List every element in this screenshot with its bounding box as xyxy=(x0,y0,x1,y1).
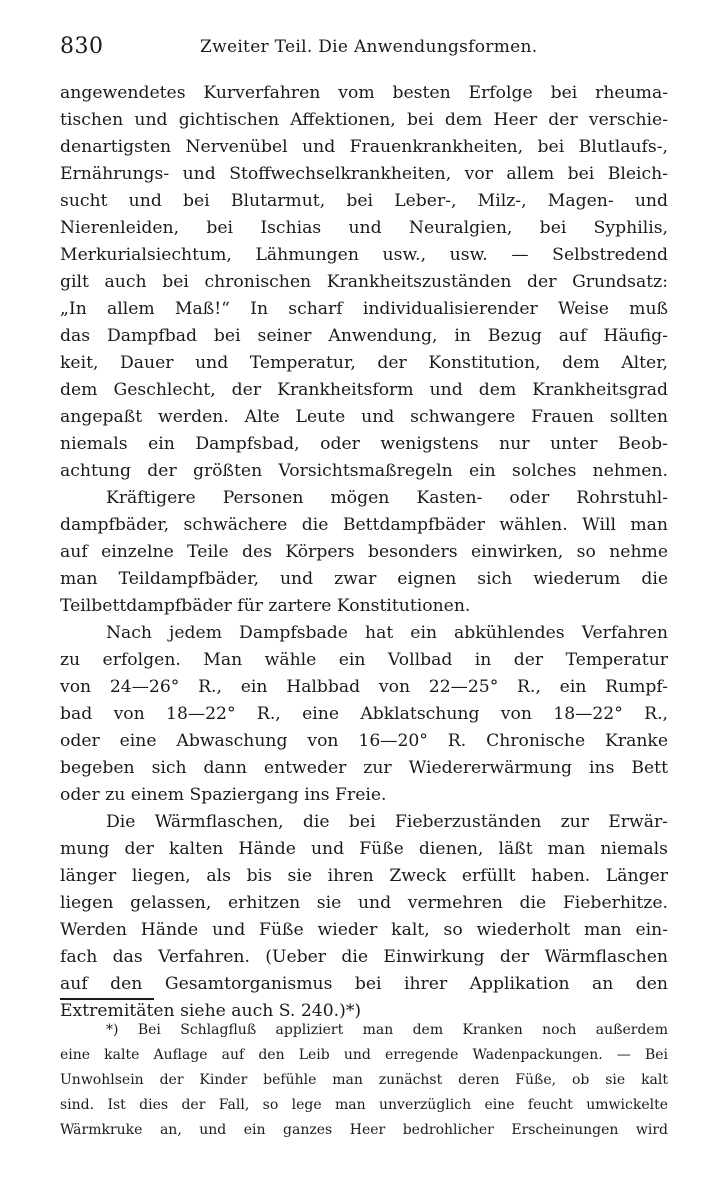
text-line: Nach jedem Dampfsbade hat ein abkühlendes Verfahren xyxy=(106,623,668,643)
text-line: Ernährungs- und Stoffwechselkrankheiten, vor allem bei Bleich- xyxy=(60,164,668,184)
text-line: niemals ein Dampfsbad, oder wenigstens nur unter Beob- xyxy=(60,434,668,454)
text-line: oder zu einem Spaziergang ins Freie. xyxy=(60,785,387,805)
footnote-line: Wärmkruke an, und ein ganzes Heer bedrohlicher Erscheinungen wird xyxy=(60,1122,668,1138)
footnote-line: *) Bei Schlagfluß appliziert man dem Kranken noch außerdem xyxy=(106,1022,668,1038)
text-line: mung der kalten Hände und Füße dienen, läßt man niemals xyxy=(60,839,668,859)
text-line: liegen gelassen, erhitzen sie und vermehren die Fieberhitze. xyxy=(60,893,668,913)
text-line: Merkurialsiechtum, Lähmungen usw., usw. — Selbstredend xyxy=(60,245,668,265)
text-line: Die Wärmflaschen, die bei Fieberzuständen zur Erwär- xyxy=(106,812,668,832)
footnote-line: Unwohlsein der Kinder befühle man zunächst deren Füße, ob sie kalt xyxy=(60,1072,668,1088)
text-line: Nierenleiden, bei Ischias und Neuralgien, bei Syphilis, xyxy=(60,218,668,238)
text-line: „In allem Maß!“ In scharf individualisierender Weise muß xyxy=(60,299,668,319)
text-line: oder eine Abwaschung von 16—20° R. Chronische Kranke xyxy=(60,731,668,751)
text-line: auf einzelne Teile des Körpers besonders einwirken, so nehme xyxy=(60,542,668,562)
text-line: angewendetes Kurverfahren vom besten Erfolge bei rheuma- xyxy=(60,83,668,103)
page-number: 830 xyxy=(60,34,104,59)
footnote-divider xyxy=(60,998,154,1000)
text-line: dem Geschlecht, der Krankheitsform und dem Krankheitsgrad xyxy=(60,380,668,400)
text-line: tischen und gichtischen Affektionen, bei dem Heer der verschie- xyxy=(60,110,668,130)
text-line: Extremitäten siehe auch S. 240.)*) xyxy=(60,1001,362,1021)
text-line: sucht und bei Blutarmut, bei Leber-, Milz-, Magen- und xyxy=(60,191,668,211)
text-line: begeben sich dann entweder zur Wiedererwärmung ins Bett xyxy=(60,758,668,778)
text-line: das Dampfbad bei seiner Anwendung, in Bezug auf Häufig- xyxy=(60,326,668,346)
footnotes xyxy=(60,1018,668,1143)
text-line: von 24—26° R., ein Halbbad von 22—25° R., ein Rumpf- xyxy=(60,677,668,697)
text-line: angepaßt werden. Alte Leute und schwangere Frauen sollten xyxy=(60,407,668,427)
page-header xyxy=(60,34,660,62)
text-line: zu erfolgen. Man wähle ein Vollbad in der Temperatur xyxy=(60,650,668,670)
text-line: länger liegen, als bis sie ihren Zweck erfüllt haben. Länger xyxy=(60,866,668,886)
text-line: fach das Verfahren. (Ueber die Einwirkung der Wärmflaschen xyxy=(60,947,668,967)
running-head: Zweiter Teil. Die Anwendungsformen. xyxy=(200,37,538,57)
text-line: Teilbettdampfbäder für zartere Konstitutionen. xyxy=(60,596,471,616)
text-line: dampfbäder, schwächere die Bettdampfbäder wählen. Will man xyxy=(60,515,668,535)
body-text xyxy=(60,80,668,1025)
text-line: achtung der größten Vorsichtsmaßregeln ein solches nehmen. xyxy=(60,461,668,481)
text-line: man Teildampfbäder, und zwar eignen sich wiederum die xyxy=(60,569,668,589)
text-line: gilt auch bei chronischen Krankheitszuständen der Grundsatz: xyxy=(60,272,668,292)
text-line: Werden Hände und Füße wieder kalt, so wiederholt man ein- xyxy=(60,920,668,940)
footnote-line: sind. Ist dies der Fall, so lege man unverzüglich eine feucht umwickelte xyxy=(60,1097,668,1113)
text-line: Kräftigere Personen mögen Kasten- oder Rohrstuhl- xyxy=(106,488,668,508)
text-line: auf den Gesamtorganismus bei ihrer Applikation an den xyxy=(60,974,668,994)
footnote-line: eine kalte Auflage auf den Leib und erregende Wadenpackungen. — Bei xyxy=(60,1047,668,1063)
text-line: bad von 18—22° R., eine Abklatschung von 18—22° R., xyxy=(60,704,668,724)
text-line: keit, Dauer und Temperatur, der Konstitution, dem Alter, xyxy=(60,353,668,373)
text-line: denartigsten Nervenübel und Frauenkrankheiten, bei Blutlaufs-, xyxy=(60,137,668,157)
